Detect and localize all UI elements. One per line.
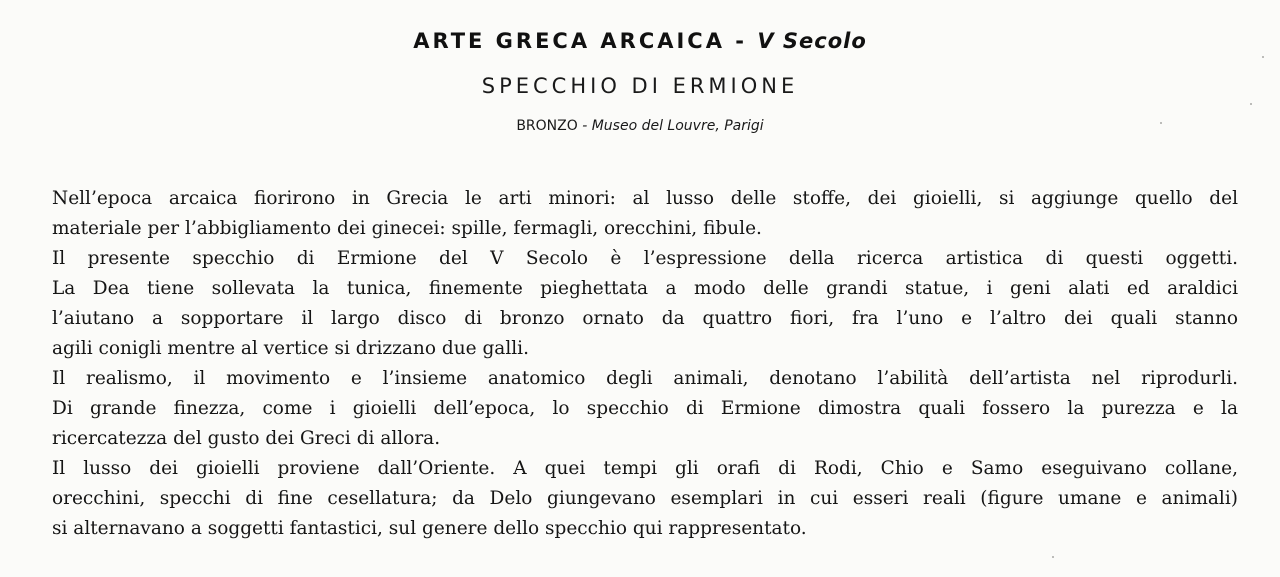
document-subtitle: SPECCHIO DI ERMIONE <box>481 74 799 98</box>
text-line: orecchini, specchi di fine cesellatura; da Delo giungevano esemplari in cui esseri reali (figure umane e animali) <box>52 488 1238 509</box>
text-line: Il lusso dei gioielli proviene dall’Oriente. A quei tempi gli orafi di Rodi, Chio e Samo eseguivano collane, <box>52 458 1238 479</box>
text-line: agili conigli mentre al vertice si drizzano due galli. <box>52 338 529 359</box>
text-line: ricercatezza del gusto dei Greci di allora. <box>52 428 441 449</box>
paper-speck <box>1052 556 1054 558</box>
title-main: ARTE GRECA ARCAICA <box>413 29 725 53</box>
document-title <box>0 26 1280 56</box>
text-line: si alternavano a soggetti fantastici, sul genere dello specchio qui rappresentato. <box>52 518 807 539</box>
material-separator: - <box>582 118 588 134</box>
text-line: Nell’epoca arcaica fiorirono in Grecia le arti minori: al lusso delle stoffe, dei gioielli, si aggiunge quello del <box>52 188 1238 209</box>
text-line: La Dea tiene sollevata la tunica, finemente pieghettata a modo delle grandi statue, i geni alati ed araldici <box>52 278 1238 299</box>
title-separator: - <box>735 29 748 53</box>
text-line: l’aiutano a sopportare il largo disco di bronzo ornato da quattro fiori, fra l’uno e l’altro dei quali stanno <box>52 308 1238 329</box>
title-period: V Secolo <box>757 29 867 53</box>
material-caption <box>0 114 1280 138</box>
text-line: materiale per l’abbigliamento dei ginecei: spille, fermagli, orecchini, fibule. <box>52 218 762 239</box>
text-line: Il presente specchio di Ermione del V Secolo è l’espressione della ricerca artistica di questi oggetti. <box>52 248 1238 269</box>
text-line: Di grande finezza, come i gioielli dell’epoca, lo specchio di Ermione dimostra quali fossero la purezza e la <box>52 398 1238 419</box>
text-line: Il realismo, il movimento e l’insieme anatomico degli animali, denotano l’abilità dell’artista nel riprodurli. <box>52 368 1238 389</box>
paper-speck <box>1262 56 1264 58</box>
body-text <box>52 184 1238 544</box>
paper-speck <box>1250 103 1252 105</box>
material-label: BRONZO <box>516 118 578 134</box>
paper-speck <box>1160 122 1162 124</box>
museum-label: Museo del Louvre, Parigi <box>591 118 764 134</box>
